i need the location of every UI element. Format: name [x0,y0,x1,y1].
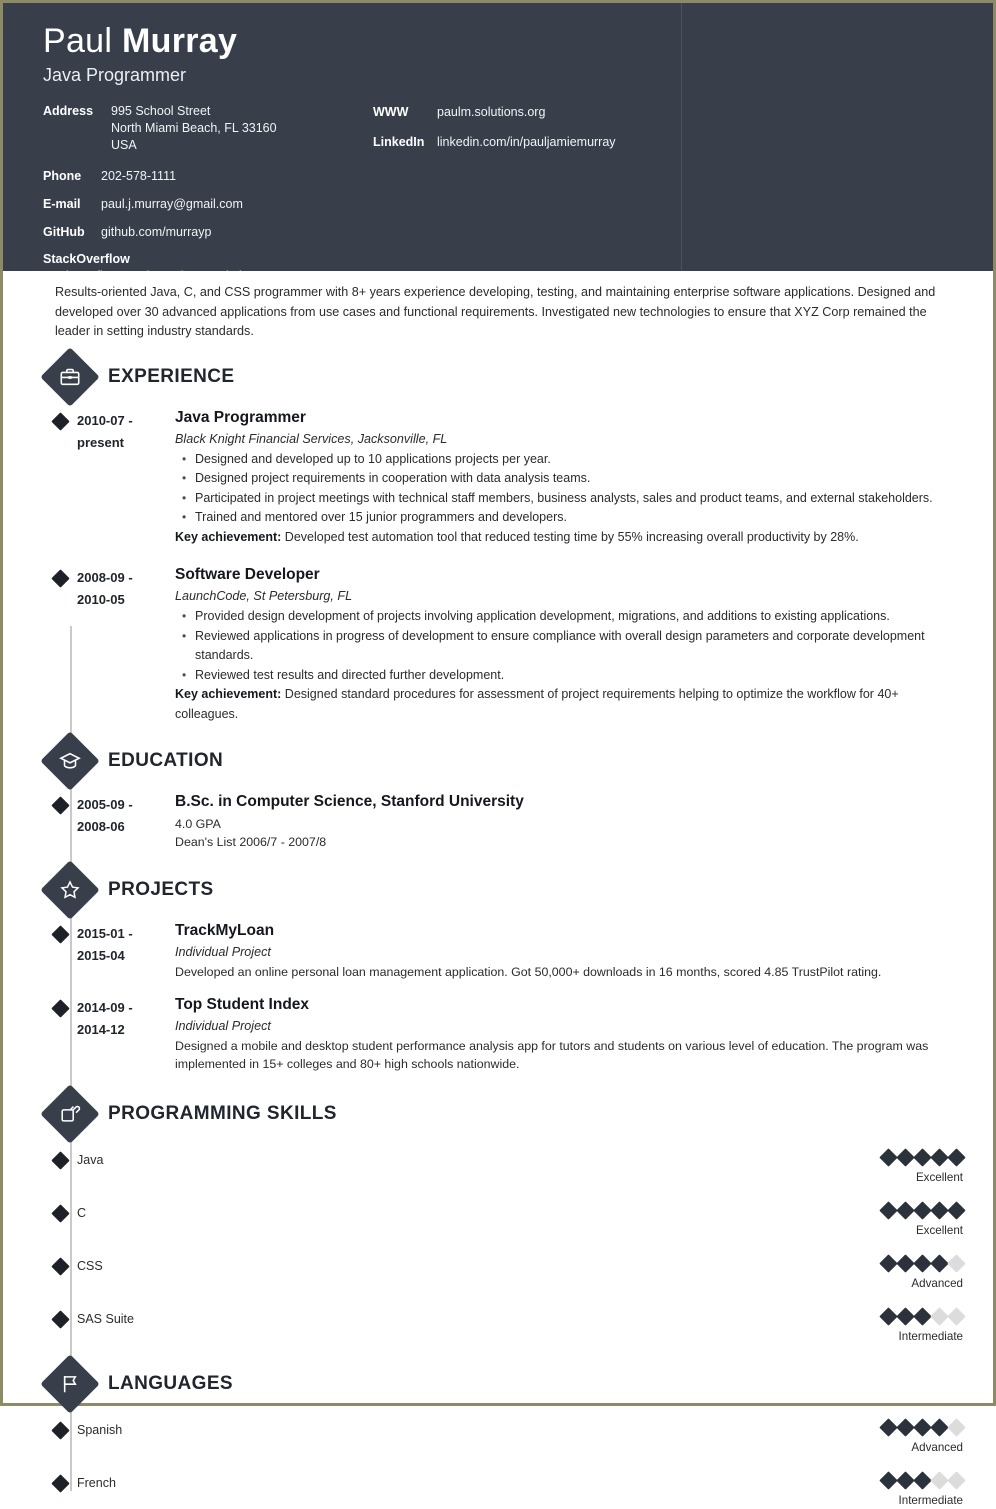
section-title-languages: LANGUAGES [108,1373,233,1394]
contact-email [43,196,373,212]
contact-details [43,103,963,285]
project-type: Individual Project [175,1019,271,1033]
language-label: Spanish [77,1423,123,1437]
key-achievement [175,685,963,724]
experience-date [77,408,171,548]
skill-label: CSS [77,1259,103,1273]
timeline-bullet [43,565,77,724]
skill-level: Excellent [915,1171,963,1184]
experience-bullet-list [175,607,963,685]
rating-dot [879,1471,897,1489]
date-line-2: 2014-12 [77,1022,125,1037]
github-value[interactable]: github.com/murrayp [101,225,212,239]
project-description: Developed an online personal loan management application. Got 50,000+ downloads in 16 months, scored 4.85 TrustPilot rating. [175,965,882,979]
first-name: Paul [43,22,113,60]
phone-value[interactable]: 202-578-1111 [101,169,177,183]
rating-dot [930,1148,948,1166]
date-line-2: 2010-05 [77,592,125,607]
project-title: Top Student Index [175,996,310,1013]
date-line-2: present [77,434,124,450]
education-entry [43,792,963,851]
rating-dot [947,1471,965,1489]
experience-content [171,408,963,548]
project-date [77,921,171,981]
rating-dot [947,1418,965,1436]
experience-company: Black Knight Financial Services, Jacksonville, FL [175,431,448,446]
contact-column-left [43,103,373,285]
section-header-languages [43,1361,963,1407]
rating-dot [913,1148,931,1166]
list-item: • Designed project requirements in cooperation with data analysis teams. [193,469,963,489]
rating-dot [947,1148,965,1166]
professional-summary: Results-oriented Java, C, and CSS programmer with 8+ years experience developing, testing, and maintaining enterprise software applications. Designed and developed over 30 advanced applications from use cases and functional requirements. Investigated new technologies to ensure that XYZ Corp remained the leader in setting industry standards. [55,285,936,338]
rating-dot [930,1307,948,1325]
rating-dot [913,1307,931,1325]
experience-entry [43,408,963,548]
date-line-1: 2005-09 - [77,797,133,812]
language-level: Advanced [911,1441,963,1454]
education-date [77,792,171,851]
rating-dots [843,1204,963,1217]
address-label: Address [43,104,94,118]
timeline-bullet [43,1310,77,1326]
star-icon [49,869,91,911]
key-achievement-label: Key achievement: [175,529,282,544]
linkedin-label: LinkedIn [373,135,425,149]
list-item: • Reviewed applications in progress of development to ensure compliance with overall design parameters and corporate development standards. [193,627,963,666]
rating-dot [947,1201,965,1219]
language-label: French [77,1476,116,1490]
list-item: • Reviewed test results and directed further development. [193,666,963,686]
project-description: Designed a mobile and desktop student performance analysis app for tutors and students on various level of education. The program was implemented in 15+ colleges and 80+ high schools nationwide. [175,1039,929,1071]
skill-row [43,1257,963,1292]
skill-row [43,1310,963,1345]
resume-header [3,3,993,283]
language-row [43,1421,963,1456]
rating-dots [843,1310,963,1323]
list-item: • Provided design development of projects involving application development, migrations, and additions to existing applications. [193,607,963,627]
rating-dot [930,1201,948,1219]
timeline-bullet [43,1474,77,1490]
project-title: TrackMyLoan [175,922,275,939]
experience-job-title: Software Developer [175,566,320,583]
list-item: • Trained and mentored over 15 junior programmers and developers. [193,508,963,528]
briefcase-icon [49,356,91,398]
project-entry [43,995,963,1073]
rating-dot [896,1307,914,1325]
contact-www [373,104,963,120]
date-line-2: 2008-06 [77,819,125,834]
resume-body [3,271,993,1509]
flag-icon [49,1363,91,1405]
rating-dot [913,1471,931,1489]
experience-date [77,565,171,724]
timeline-bullet [43,995,77,1073]
skill-rating [843,1257,963,1292]
rating-dot [896,1201,914,1219]
rating-dots [843,1474,963,1487]
rating-dot [913,1418,931,1436]
skill-row [43,1151,963,1186]
rating-dot [879,1148,897,1166]
address-line-1: 995 School Street [111,104,211,118]
rating-dot [947,1307,965,1325]
experience-bullet-list [175,450,963,528]
header-vertical-divider [681,3,682,271]
www-value[interactable]: paulm.solutions.org [437,105,546,119]
address-value [111,103,277,154]
rating-dot [879,1418,897,1436]
stackoverflow-label: StackOverflow [43,252,130,266]
contact-column-right [373,103,963,159]
page-title [43,21,963,61]
timeline-bullet [43,408,77,548]
experience-entry [43,565,963,724]
date-line-1: 2014-09 - [77,1000,133,1015]
rating-dot [913,1201,931,1219]
rating-dot [930,1254,948,1272]
skill-rating [843,1310,963,1345]
skill-label: SAS Suite [77,1312,134,1326]
graduation-cap-icon [49,740,91,782]
contact-linkedin [373,134,963,150]
rating-dot [930,1418,948,1436]
language-row [43,1474,963,1509]
rating-dot [896,1418,914,1436]
education-gpa: 4.0 GPA [175,817,221,831]
rating-dot [913,1254,931,1272]
key-achievement-text: Designed standard procedures for assessment of project requirements helping to optimize the workflow for 40+ colleagues. [175,687,899,721]
rating-dots [843,1257,963,1270]
contact-github [43,224,373,240]
rating-dot [879,1307,897,1325]
rating-dot [879,1254,897,1272]
last-name: Murray [122,22,238,60]
experience-job-title: Java Programmer [175,408,306,426]
timeline-bullet [43,1151,77,1167]
address-line-2: North Miami Beach, FL 33160 [111,121,277,135]
project-date [77,995,171,1073]
key-achievement-text: Developed test automation tool that reduced testing time by 55% increasing overall productivity by 28%. [281,529,859,544]
address-line-3: USA [111,138,137,152]
rating-dots [843,1151,963,1164]
email-value[interactable]: paul.j.murray@gmail.com [101,197,243,211]
timeline-bullet [43,921,77,981]
section-header-education [43,738,963,784]
project-entry [43,921,963,981]
section-header-projects [43,867,963,913]
skill-row [43,1204,963,1239]
date-line-1: 2015-01 - [77,926,133,941]
section-title-experience: EXPERIENCE [108,365,235,387]
experience-company: LaunchCode, St Petersburg, FL [175,589,353,603]
section-title-projects: PROJECTS [108,879,214,900]
project-type: Individual Project [175,945,271,959]
list-item: • Designed and developed up to 10 applications projects per year. [193,450,963,470]
key-achievement [175,528,963,548]
language-rating [843,1474,963,1509]
language-level: Intermediate [898,1494,963,1507]
github-label: GitHub [43,225,85,239]
linkedin-value[interactable]: linkedin.com/in/pauljamiemurray [437,135,616,149]
list-item: • Participated in project meetings with technical staff members, business analysts, sales and product teams, and external stakeholders. [193,489,963,509]
timeline-bullet [43,1257,77,1273]
key-achievement-label: Key achievement: [175,687,282,701]
skill-level: Advanced [911,1277,963,1290]
date-line-1: 2010-07 - [77,412,133,428]
section-title-programming-skills: PROGRAMMING SKILLS [108,1103,337,1124]
rating-dot [879,1201,897,1219]
education-content [171,792,963,851]
timeline-bullet [43,792,77,851]
skill-label: C [77,1206,87,1220]
language-rating [843,1421,963,1456]
contact-phone [43,168,373,184]
contact-address [43,103,373,154]
job-title: Java Programmer [43,65,187,85]
skill-rating [843,1204,963,1239]
timeline-bullet [43,1421,77,1437]
skill-label: Java [77,1153,104,1167]
rating-dots [843,1421,963,1434]
email-label: E-mail [43,197,81,211]
section-header-programming-skills [43,1091,963,1137]
date-line-1: 2008-09 - [77,570,133,585]
rating-dot [896,1471,914,1489]
rating-dot [896,1148,914,1166]
www-label: WWW [373,105,409,119]
section-header-experience [43,354,963,400]
section-title-education: EDUCATION [108,750,224,771]
skill-rating [843,1151,963,1186]
project-content [171,995,963,1073]
project-content [171,921,963,981]
experience-content [171,565,963,724]
education-honors: Dean's List 2006/7 - 2007/8 [175,835,327,849]
skill-level: Intermediate [898,1330,963,1343]
date-line-2: 2015-04 [77,948,125,963]
timeline-bullet [43,1204,77,1220]
skill-level: Excellent [915,1224,963,1237]
rating-dot [930,1471,948,1489]
education-degree: B.Sc. in Computer Science, Stanford University [175,793,524,810]
rating-dot [947,1254,965,1272]
stackoverflow-value[interactable]: stackoverflow.com/users/157997/p-j-murray [43,269,285,283]
code-badge-icon [49,1093,91,1135]
rating-dot [896,1254,914,1272]
phone-label: Phone [43,169,82,183]
